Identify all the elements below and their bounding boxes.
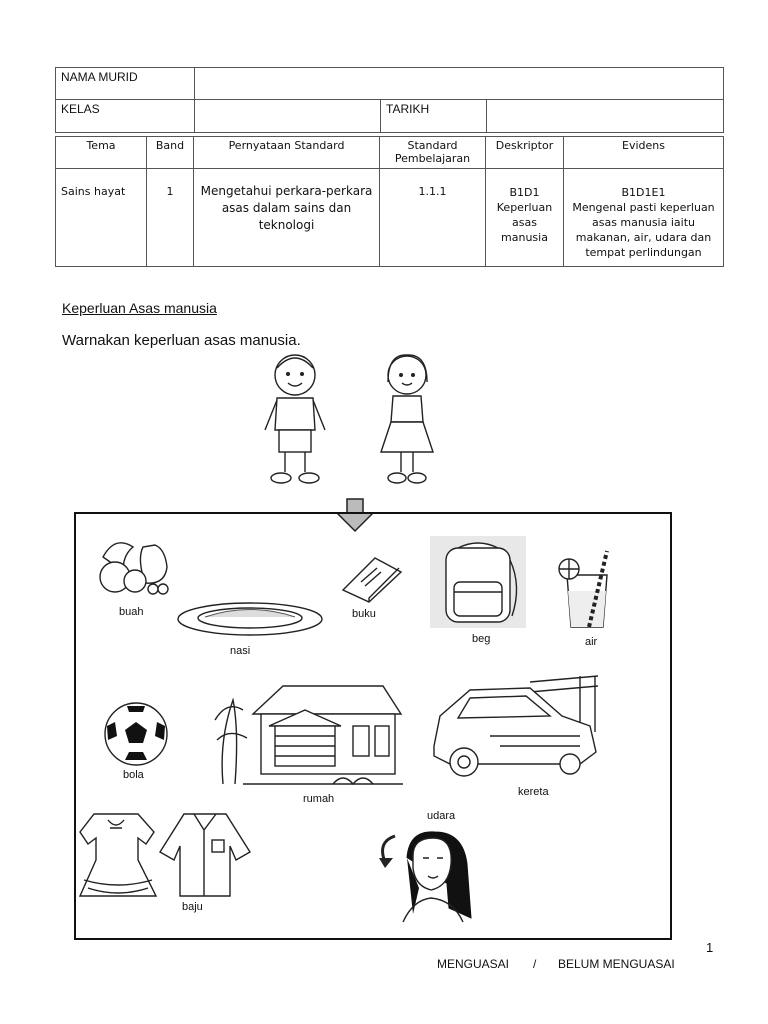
student-info-table	[55, 67, 724, 133]
option-separator: /	[533, 957, 537, 971]
deskriptor-text: Keperluan asas manusia	[496, 201, 553, 244]
menguasai-option[interactable]: MENGUASAI	[437, 957, 510, 971]
cell-evidens	[564, 169, 724, 267]
book-icon[interactable]	[341, 554, 403, 604]
belum-menguasai-option[interactable]: BELUM MENGUASAI	[558, 957, 675, 971]
label-air: air	[585, 636, 598, 648]
evidens-text: Mengenal pasti keperluan asas manusia iaitu makanan, air, udara dan tempat perlindungan	[572, 201, 715, 259]
instruction-text: Warnakan keperluan asas manusia.	[62, 332, 301, 349]
standard-table	[55, 136, 724, 267]
label-baju: baju	[182, 901, 203, 913]
kelas-field[interactable]	[195, 100, 381, 133]
header-deskriptor: Deskriptor	[486, 137, 564, 169]
rice-plate-icon[interactable]	[177, 600, 323, 638]
tarikh-label: TARIKH	[381, 100, 487, 133]
label-nasi: nasi	[230, 645, 251, 657]
car-icon[interactable]	[430, 672, 600, 780]
label-bola: bola	[123, 769, 144, 781]
boy-figure	[265, 355, 325, 483]
kelas-label: KELAS	[56, 100, 195, 133]
evidens-code: B1D1E1	[621, 186, 666, 199]
header-tema: Tema	[56, 137, 147, 169]
drink-glass-icon[interactable]	[557, 545, 617, 631]
girl-figure	[381, 355, 433, 483]
tarikh-field[interactable]	[487, 100, 724, 133]
cell-pernyataan: Mengetahui perkara-perkara asas dalam sains dan teknologi	[194, 169, 380, 267]
nama-murid-label: NAMA MURID	[56, 68, 195, 100]
label-kereta: kereta	[518, 786, 549, 798]
label-beg: beg	[472, 633, 491, 645]
header-evidens: Evidens	[564, 137, 724, 169]
fruits-icon[interactable]	[95, 537, 170, 599]
cell-band: 1	[147, 169, 194, 267]
label-buku: buku	[352, 608, 376, 620]
clothes-icon[interactable]	[80, 810, 252, 902]
label-buah: buah	[119, 606, 144, 618]
section-heading: Keperluan Asas manusia	[62, 300, 217, 316]
ball-icon[interactable]	[103, 702, 169, 766]
label-rumah: rumah	[303, 793, 335, 805]
header-pernyataan: Pernyataan Standard	[194, 137, 380, 169]
page-number: 1	[706, 940, 714, 955]
bag-icon[interactable]	[430, 536, 526, 628]
label-udara: udara	[427, 810, 456, 822]
house-icon[interactable]	[213, 680, 403, 788]
breathing-person-icon[interactable]	[373, 828, 475, 924]
cell-deskriptor	[486, 169, 564, 267]
header-standard-pembelajaran: Standard Pembelajaran	[380, 137, 486, 169]
deskriptor-code: B1D1	[509, 186, 540, 199]
cell-tema: Sains hayat	[56, 169, 147, 267]
cell-standard-pembelajaran: 1.1.1	[380, 169, 486, 267]
header-band: Band	[147, 137, 194, 169]
children-illustration	[255, 350, 445, 495]
nama-murid-field[interactable]	[195, 68, 724, 100]
